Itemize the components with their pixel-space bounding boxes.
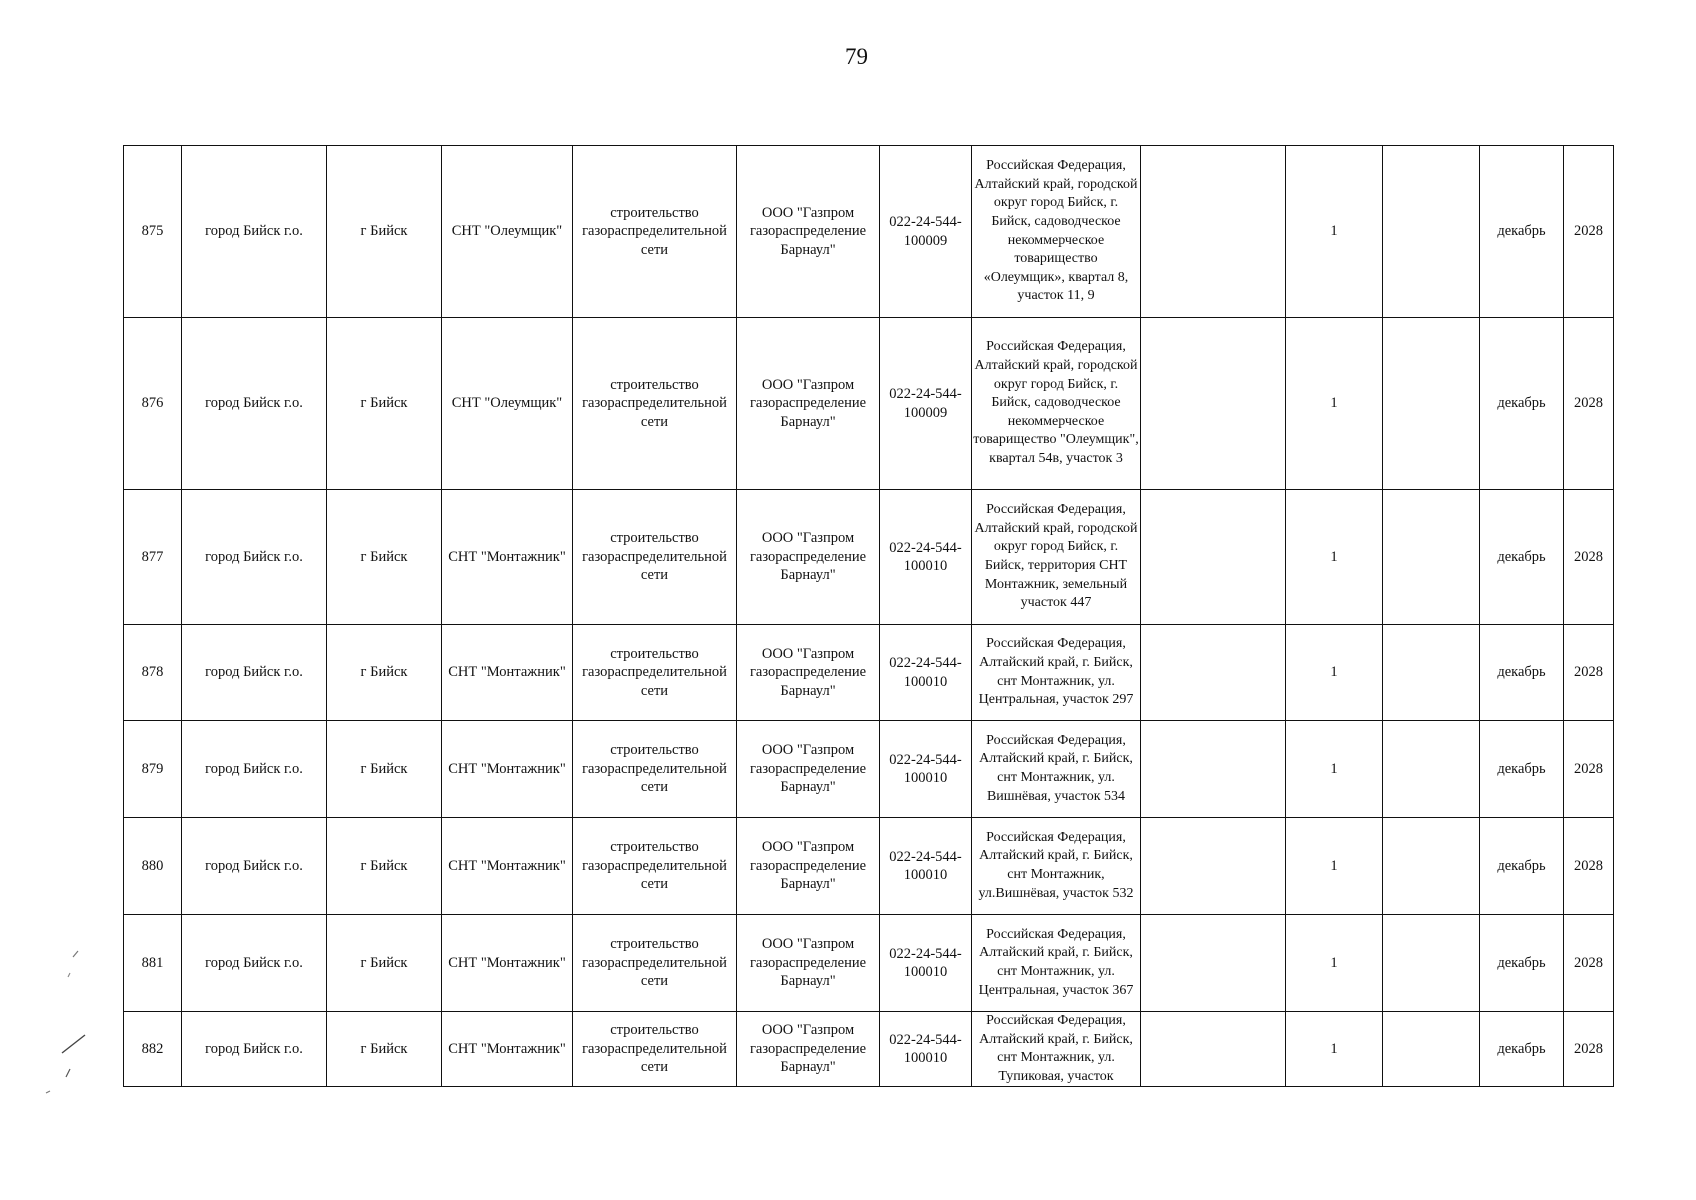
- year-cell: 2028: [1564, 146, 1614, 318]
- quantity-cell: 1: [1286, 818, 1383, 915]
- empty-cell: [1383, 625, 1480, 721]
- district-cell: город Бийск г.о.: [182, 721, 327, 818]
- code-cell: 022-24-544-100010: [880, 625, 972, 721]
- empty-cell: [1383, 318, 1480, 490]
- row-number: 881: [124, 915, 182, 1012]
- year-cell: 2028: [1564, 625, 1614, 721]
- quantity-cell: 1: [1286, 625, 1383, 721]
- address-cell: Российская Федерация, Алтайский край, г. Бийск, снт Монтажник, ул. Центральная, участок 297: [972, 625, 1141, 721]
- empty-cell: [1141, 818, 1286, 915]
- organization-cell: ООО "Газпром газораспределение Барнаул": [737, 1012, 880, 1087]
- organization-cell: ООО "Газпром газораспределение Барнаул": [737, 625, 880, 721]
- quantity-cell: 1: [1286, 1012, 1383, 1087]
- organization-cell: ООО "Газпром газораспределение Барнаул": [737, 318, 880, 490]
- object-cell: СНТ "Монтажник": [442, 721, 573, 818]
- quantity-cell: 1: [1286, 318, 1383, 490]
- organization-cell: ООО "Газпром газораспределение Барнаул": [737, 818, 880, 915]
- row-number: 878: [124, 625, 182, 721]
- object-cell: СНТ "Олеумщик": [442, 146, 573, 318]
- empty-cell: [1383, 146, 1480, 318]
- work-type-cell: строительство газораспределительной сети: [573, 721, 737, 818]
- code-cell: 022-24-544-100010: [880, 721, 972, 818]
- address-cell: Российская Федерация, Алтайский край, городской округ город Бийск, г. Бийск, территория СНТ Монтажник, земельный участок 447: [972, 490, 1141, 625]
- object-cell: СНТ "Монтажник": [442, 625, 573, 721]
- work-type-cell: строительство газораспределительной сети: [573, 146, 737, 318]
- code-cell: 022-24-544-100010: [880, 818, 972, 915]
- scan-pen-marks: [0, 0, 140, 1200]
- month-cell: декабрь: [1480, 915, 1564, 1012]
- empty-cell: [1141, 318, 1286, 490]
- empty-cell: [1141, 146, 1286, 318]
- work-type-cell: строительство газораспределительной сети: [573, 1012, 737, 1087]
- table-row: [124, 818, 1614, 915]
- empty-cell: [1141, 625, 1286, 721]
- locality-cell: г Бийск: [327, 721, 442, 818]
- organization-cell: ООО "Газпром газораспределение Барнаул": [737, 915, 880, 1012]
- quantity-cell: 1: [1286, 915, 1383, 1012]
- address-cell: Российская Федерация, Алтайский край, городской округ город Бийск, г. Бийск, садоводческое некоммерческое товарищество "Олеумщик", квартал 54в, участок 3: [972, 318, 1141, 490]
- locality-cell: г Бийск: [327, 490, 442, 625]
- empty-cell: [1383, 721, 1480, 818]
- locality-cell: г Бийск: [327, 625, 442, 721]
- address-cell: Российская Федерация, Алтайский край, городской округ город Бийск, г. Бийск, садоводческое некоммерческое товарищество «Олеумщик», квартал 8, участок 11, 9: [972, 146, 1141, 318]
- address-cell: Российская Федерация, Алтайский край, г. Бийск, снт Монтажник, ул.Вишнёвая, участок 532: [972, 818, 1141, 915]
- district-cell: город Бийск г.о.: [182, 318, 327, 490]
- district-cell: город Бийск г.о.: [182, 1012, 327, 1087]
- work-type-cell: строительство газораспределительной сети: [573, 490, 737, 625]
- table-row: [124, 625, 1614, 721]
- locality-cell: г Бийск: [327, 318, 442, 490]
- object-cell: СНТ "Олеумщик": [442, 318, 573, 490]
- year-cell: 2028: [1564, 818, 1614, 915]
- register-table: [123, 145, 1614, 1087]
- page-number: 79: [845, 44, 868, 69]
- empty-cell: [1141, 721, 1286, 818]
- month-cell: декабрь: [1480, 1012, 1564, 1087]
- object-cell: СНТ "Монтажник": [442, 1012, 573, 1087]
- empty-cell: [1383, 1012, 1480, 1087]
- organization-cell: ООО "Газпром газораспределение Барнаул": [737, 490, 880, 625]
- row-number: 879: [124, 721, 182, 818]
- work-type-cell: строительство газораспределительной сети: [573, 818, 737, 915]
- month-cell: декабрь: [1480, 146, 1564, 318]
- locality-cell: г Бийск: [327, 1012, 442, 1087]
- district-cell: город Бийск г.о.: [182, 146, 327, 318]
- locality-cell: г Бийск: [327, 146, 442, 318]
- table-row: [124, 915, 1614, 1012]
- table-row: [124, 490, 1614, 625]
- table-row: [124, 318, 1614, 490]
- year-cell: 2028: [1564, 721, 1614, 818]
- code-cell: 022-24-544-100010: [880, 1012, 972, 1087]
- month-cell: декабрь: [1480, 625, 1564, 721]
- code-cell: 022-24-544-100010: [880, 915, 972, 1012]
- month-cell: декабрь: [1480, 318, 1564, 490]
- object-cell: СНТ "Монтажник": [442, 818, 573, 915]
- year-cell: 2028: [1564, 1012, 1614, 1087]
- object-cell: СНТ "Монтажник": [442, 490, 573, 625]
- district-cell: город Бийск г.о.: [182, 490, 327, 625]
- district-cell: город Бийск г.о.: [182, 915, 327, 1012]
- table-row: [124, 721, 1614, 818]
- month-cell: декабрь: [1480, 721, 1564, 818]
- district-cell: город Бийск г.о.: [182, 625, 327, 721]
- row-number: 876: [124, 318, 182, 490]
- quantity-cell: 1: [1286, 146, 1383, 318]
- empty-cell: [1141, 915, 1286, 1012]
- empty-cell: [1383, 490, 1480, 625]
- code-cell: 022-24-544-100010: [880, 490, 972, 625]
- year-cell: 2028: [1564, 318, 1614, 490]
- organization-cell: ООО "Газпром газораспределение Барнаул": [737, 146, 880, 318]
- month-cell: декабрь: [1480, 818, 1564, 915]
- locality-cell: г Бийск: [327, 818, 442, 915]
- month-cell: декабрь: [1480, 490, 1564, 625]
- empty-cell: [1141, 490, 1286, 625]
- locality-cell: г Бийск: [327, 915, 442, 1012]
- empty-cell: [1141, 1012, 1286, 1087]
- row-number: 875: [124, 146, 182, 318]
- quantity-cell: 1: [1286, 721, 1383, 818]
- empty-cell: [1383, 915, 1480, 1012]
- code-cell: 022-24-544-100009: [880, 318, 972, 490]
- work-type-cell: строительство газораспределительной сети: [573, 318, 737, 490]
- organization-cell: ООО "Газпром газораспределение Барнаул": [737, 721, 880, 818]
- district-cell: город Бийск г.о.: [182, 818, 327, 915]
- row-number: 880: [124, 818, 182, 915]
- year-cell: 2028: [1564, 490, 1614, 625]
- work-type-cell: строительство газораспределительной сети: [573, 915, 737, 1012]
- address-cell: Российская Федерация, Алтайский край, г. Бийск, снт Монтажник, ул. Центральная, участок 367: [972, 915, 1141, 1012]
- row-number: 877: [124, 490, 182, 625]
- code-cell: 022-24-544-100009: [880, 146, 972, 318]
- work-type-cell: строительство газораспределительной сети: [573, 625, 737, 721]
- row-number: 882: [124, 1012, 182, 1087]
- object-cell: СНТ "Монтажник": [442, 915, 573, 1012]
- table-row: [124, 146, 1614, 318]
- address-cell: Российская Федерация, Алтайский край, г. Бийск, снт Монтажник, ул. Тупиковая, участок: [972, 1012, 1141, 1087]
- empty-cell: [1383, 818, 1480, 915]
- year-cell: 2028: [1564, 915, 1614, 1012]
- table-row: [124, 1012, 1614, 1087]
- quantity-cell: 1: [1286, 490, 1383, 625]
- address-cell: Российская Федерация, Алтайский край, г. Бийск, снт Монтажник, ул. Вишнёвая, участок 534: [972, 721, 1141, 818]
